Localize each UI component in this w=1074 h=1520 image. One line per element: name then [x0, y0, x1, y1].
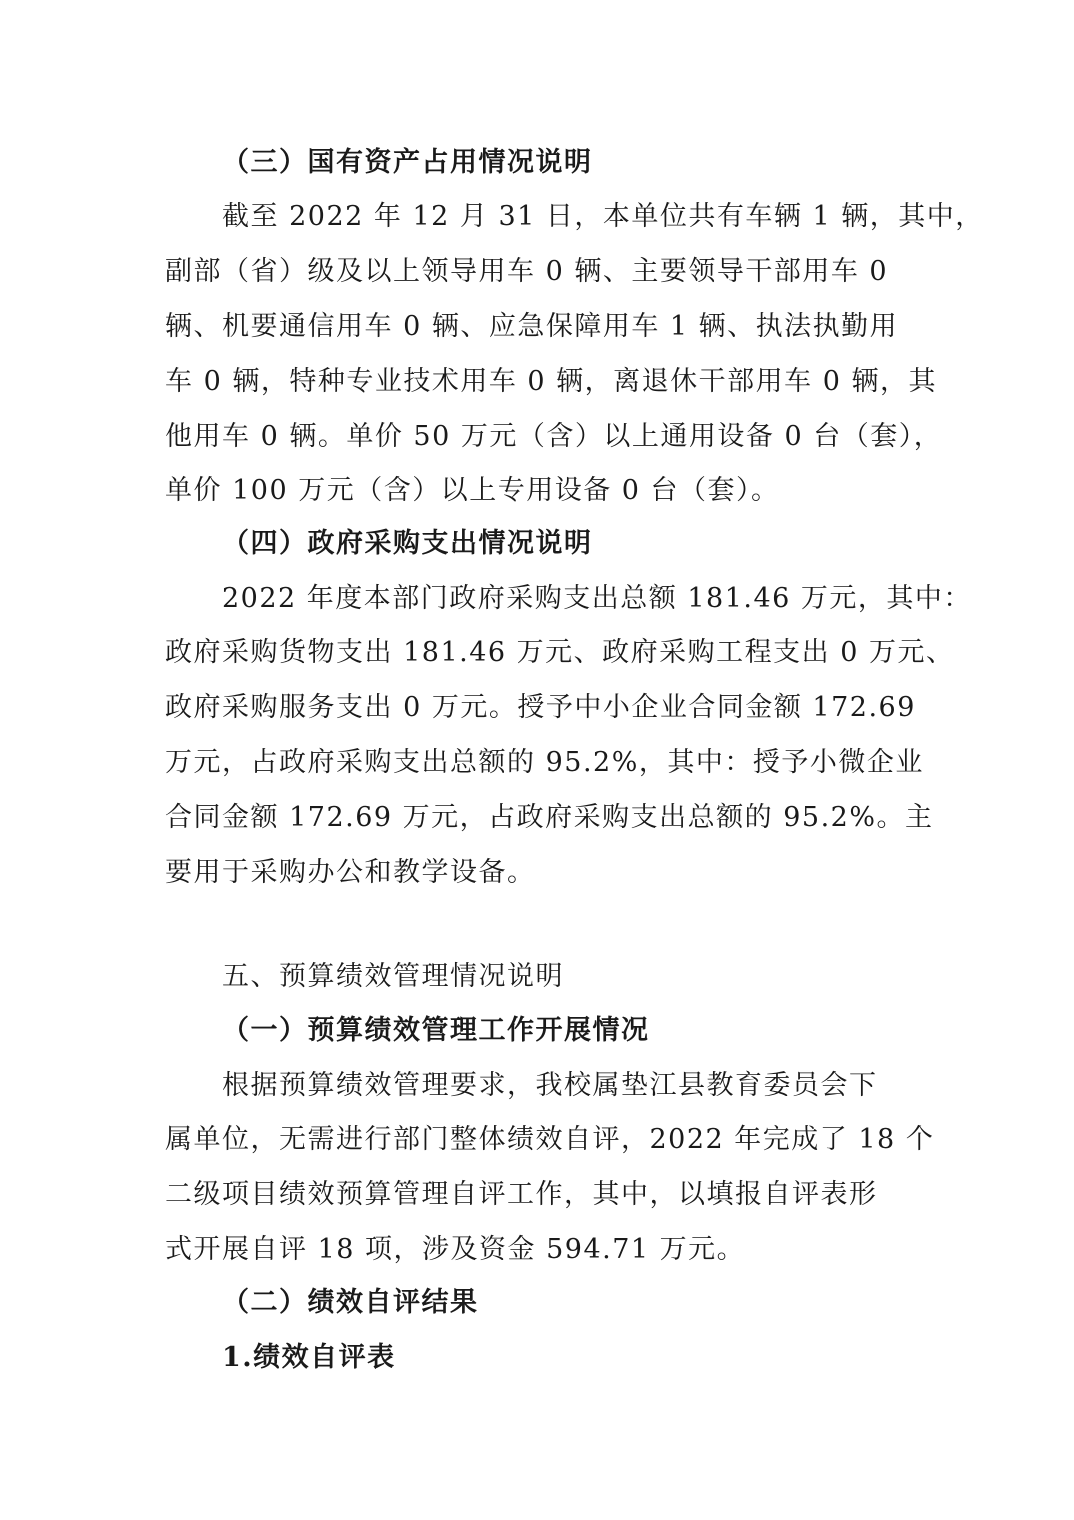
paragraph-line: 式开展自评 18 项，涉及资金 594.71 万元。 — [165, 1234, 746, 1265]
paragraph-line: 二级项目绩效预算管理自评工作，其中，以填报自评表形 — [165, 1179, 878, 1210]
subheading-self-evaluation-table: 1.绩效自评表 — [222, 1342, 396, 1373]
paragraph-line: 截至 2022 年 12 月 31 日，本单位共有车辆 1 辆，其中， — [222, 201, 984, 232]
paragraph-line: 政府采购货物支出 181.46 万元、政府采购工程支出 0 万元、 — [165, 637, 955, 668]
section-heading-self-evaluation: （二）绩效自评结果 — [222, 1287, 479, 1318]
paragraph-line: 辆、机要通信用车 0 辆、应急保障用车 1 辆、执法执勤用 — [165, 311, 899, 342]
paragraph-line: 万元，占政府采购支出总额的 95.2%，其中：授予小微企业 — [165, 747, 924, 778]
paragraph-line: 2022 年度本部门政府采购支出总额 181.46 万元，其中： — [222, 583, 972, 614]
paragraph-line: 根据预算绩效管理要求，我校属垫江县教育委员会下 — [222, 1070, 878, 1101]
paragraph-line: 属单位，无需进行部门整体绩效自评，2022 年完成了 18 个 — [165, 1124, 935, 1155]
section-heading-procurement: （四）政府采购支出情况说明 — [222, 528, 593, 559]
paragraph-line: 单价 100 万元（含）以上专用设备 0 台（套）。 — [165, 475, 780, 506]
chapter-heading-performance: 五、预算绩效管理情况说明 — [222, 961, 564, 992]
paragraph-line: 他用车 0 辆。单价 50 万元（含）以上通用设备 0 台（套）， — [165, 421, 943, 452]
section-heading-state-assets: （三）国有资产占用情况说明 — [222, 147, 593, 178]
paragraph-line: 要用于采购办公和教学设备。 — [165, 857, 536, 888]
paragraph-line: 副部（省）级及以上领导用车 0 辆、主要领导干部用车 0 — [165, 256, 889, 287]
paragraph-line: 政府采购服务支出 0 万元。授予中小企业合同金额 172.69 — [165, 692, 916, 723]
section-heading-performance-work: （一）预算绩效管理工作开展情况 — [222, 1015, 650, 1046]
paragraph-line: 车 0 辆，特种专业技术用车 0 辆，离退休干部用车 0 辆，其 — [165, 366, 938, 397]
paragraph-line: 合同金额 172.69 万元，占政府采购支出总额的 95.2%。主 — [165, 802, 934, 833]
